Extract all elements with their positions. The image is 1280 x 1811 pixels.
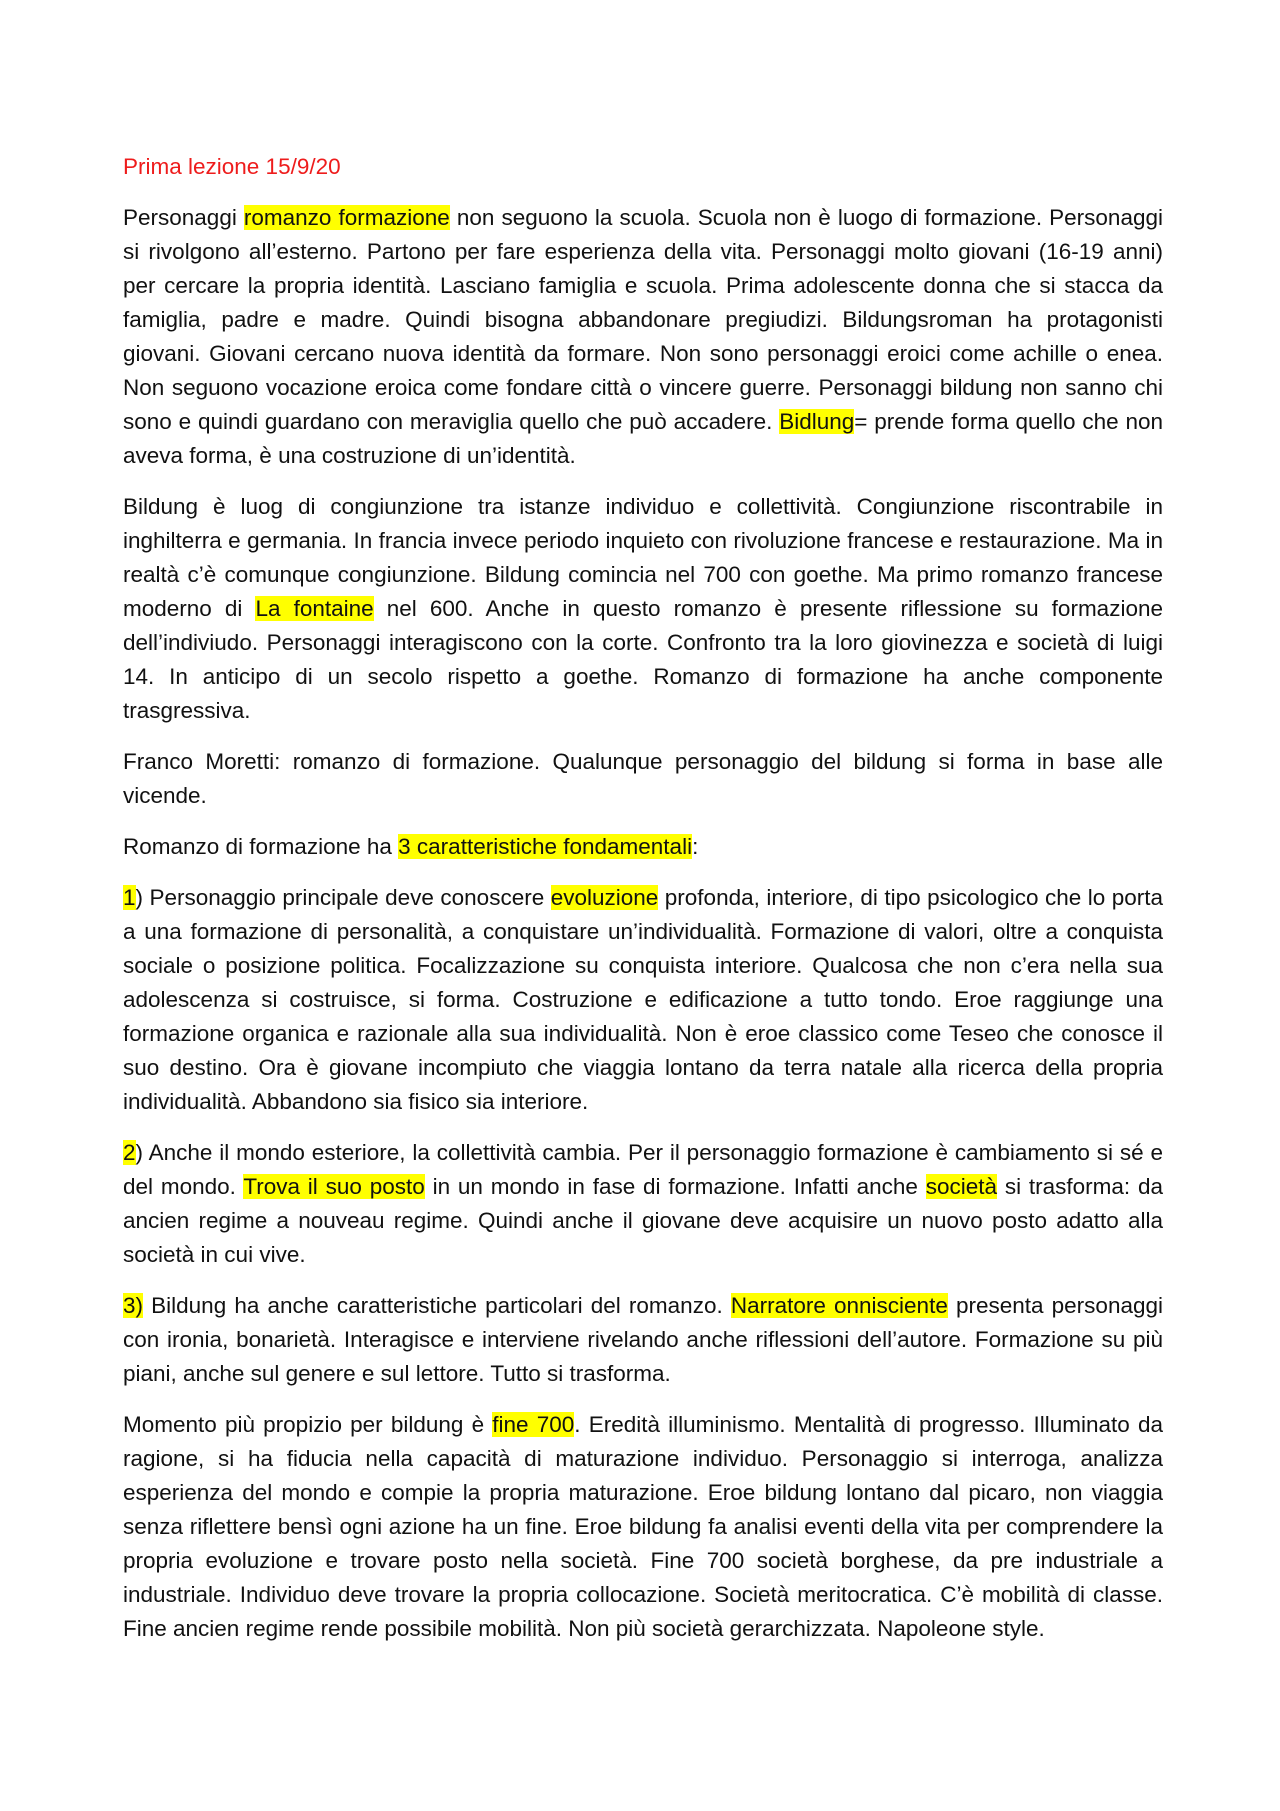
paragraph-8 <box>123 1408 1163 1646</box>
highlighted-text: 1 <box>123 885 136 910</box>
highlighted-text: romanzo formazione <box>243 205 450 230</box>
highlighted-text: La fontaine <box>255 596 374 621</box>
paragraph-text: Bildung è luog di congiunzione tra istanze individuo e collettività. Congiunzione riscontrabile in inghilterra e germania. In francia invece periodo inquieto con rivoluzione francese e restaurazione. Ma in realtà c’è comunque congiunzione. Bildung comincia nel 700 con goethe. Ma primo romanzo francese moderno di <box>123 494 1163 621</box>
paragraph-2 <box>123 490 1163 728</box>
paragraph-text: Bildung ha anche caratteristiche particolari del romanzo. <box>143 1293 731 1318</box>
highlighted-text: evoluzione <box>550 885 659 910</box>
paragraph-4 <box>123 830 1163 864</box>
paragraph-text: ) Anche il mondo esteriore, la collettività cambia. Per il personaggio formazione è cambiamento si sé e del mondo. <box>123 1140 1163 1199</box>
paragraph-text: . Eredità illuminismo. Mentalità di progresso. Illuminato da ragione, si ha fiducia nella capacità di maturazione individuo. Personaggio si interroga, analizza esperienza del mondo e compie la propria maturazione. Eroe bildung lontano dal picaro, non viaggia senza riflettere bensì ogni azione ha un fine. Eroe bildung fa analisi eventi della vita per comprendere la propria evoluzione e trovare posto nella società. Fine 700 società borghese, da pre industriale a industriale. Individuo deve trovare la propria collocazione. Società meritocratica. C’è mobilità di classe. Fine ancien regime rende possibile mobilità. Non più società gerarchizzata. Napoleone style. <box>123 1412 1163 1641</box>
highlighted-text: 2 <box>123 1140 136 1165</box>
paragraph-text: profonda, interiore, di tipo psicologico che lo porta a una formazione di personalità, a conquistare un’individualità. Formazione di valori, oltre a conquista sociale o posizione politica. Focalizzazione su conquista interiore. Qualcosa che non c’era nella sua adolescenza si costruisce, si forma. Costruzione e edificazione a tutto tondo. Eroe raggiunge una formazione organica e razionale alla sua individualità. Non è eroe classico come Teseo che conosce il suo destino. Ora è giovane incompiuto che viaggia lontano da terra natale alla ricerca della propria individualità. Abbandono sia fisico sia interiore. <box>123 885 1164 1114</box>
paragraph-3 <box>123 745 1163 813</box>
lesson-title: Prima lezione 15/9/20 <box>123 154 341 179</box>
highlighted-text: società <box>925 1174 998 1199</box>
highlighted-text: Narratore onnisciente <box>730 1293 948 1318</box>
paragraph-1 <box>123 201 1163 473</box>
highlighted-text: Trova il suo posto <box>243 1174 425 1199</box>
highlighted-text: fine 700 <box>492 1412 575 1437</box>
paragraph-text: ) Personaggio principale deve conoscere <box>135 885 551 910</box>
highlighted-text: 3) <box>123 1293 144 1318</box>
paragraph-text: in un mondo in fase di formazione. Infatti anche <box>424 1174 926 1199</box>
highlighted-text: Bidlung <box>779 409 855 434</box>
paragraph-text: si trasforma: da ancien regime a nouveau regime. Quindi anche il giovane deve acquisire un nuovo posto adatto alla società in cui vive. <box>123 1174 1164 1267</box>
document-page <box>123 150 1163 1663</box>
highlighted-text: 3 caratteristiche fondamentali <box>398 834 693 859</box>
paragraph-5 <box>123 881 1163 1119</box>
paragraph-6 <box>123 1136 1163 1272</box>
paragraph-7 <box>123 1289 1163 1391</box>
paragraph-container <box>123 201 1163 1646</box>
paragraph-text: Franco Moretti: romanzo di formazione. Qualunque personaggio del bildung si forma in base alle vicende. <box>123 749 1163 808</box>
paragraph-text: Momento più propizio per bildung è <box>123 1412 493 1437</box>
paragraph-text: Personaggi <box>123 205 244 230</box>
paragraph-text: nel 600. Anche in questo romanzo è presente riflessione su formazione dell’indiviudo. Personaggi interagiscono con la corte. Confronto tra la loro giovinezza e società di luigi 14. In anticipo di un secolo rispetto a goethe. Romanzo di formazione ha anche componente trasgressiva. <box>123 596 1163 723</box>
paragraph-text: non seguono la scuola. Scuola non è luogo di formazione. Personaggi si rivolgono all’esterno. Partono per fare esperienza della vita. Personaggi molto giovani (16-19 anni) per cercare la propria identità. Lasciano famiglia e scuola. Prima adolescente donna che si stacca da famiglia, padre e madre. Quindi bisogna abbandonare pregiudizi. Bildungsroman ha protagonisti giovani. Giovani cercano nuova identità da formare. Non sono personaggi eroici come achille o enea. Non seguono vocazione eroica come fondare città o vincere guerre. Personaggi bildung non sanno chi sono e quindi guardano con meraviglia quello che può accadere. <box>123 205 1163 434</box>
paragraph-text: Romanzo di formazione ha <box>123 834 399 859</box>
paragraph-text: = prende forma quello che non aveva forma, è una costruzione di un’identità. <box>123 409 1163 468</box>
paragraph-text: presenta personaggi con ironia, bonarietà. Interagisce e interviene rivelando anche riflessioni dell’autore. Formazione su più piani, anche sul genere e sul lettore. Tutto si trasforma. <box>123 1293 1163 1386</box>
paragraph-text: : <box>692 834 699 859</box>
